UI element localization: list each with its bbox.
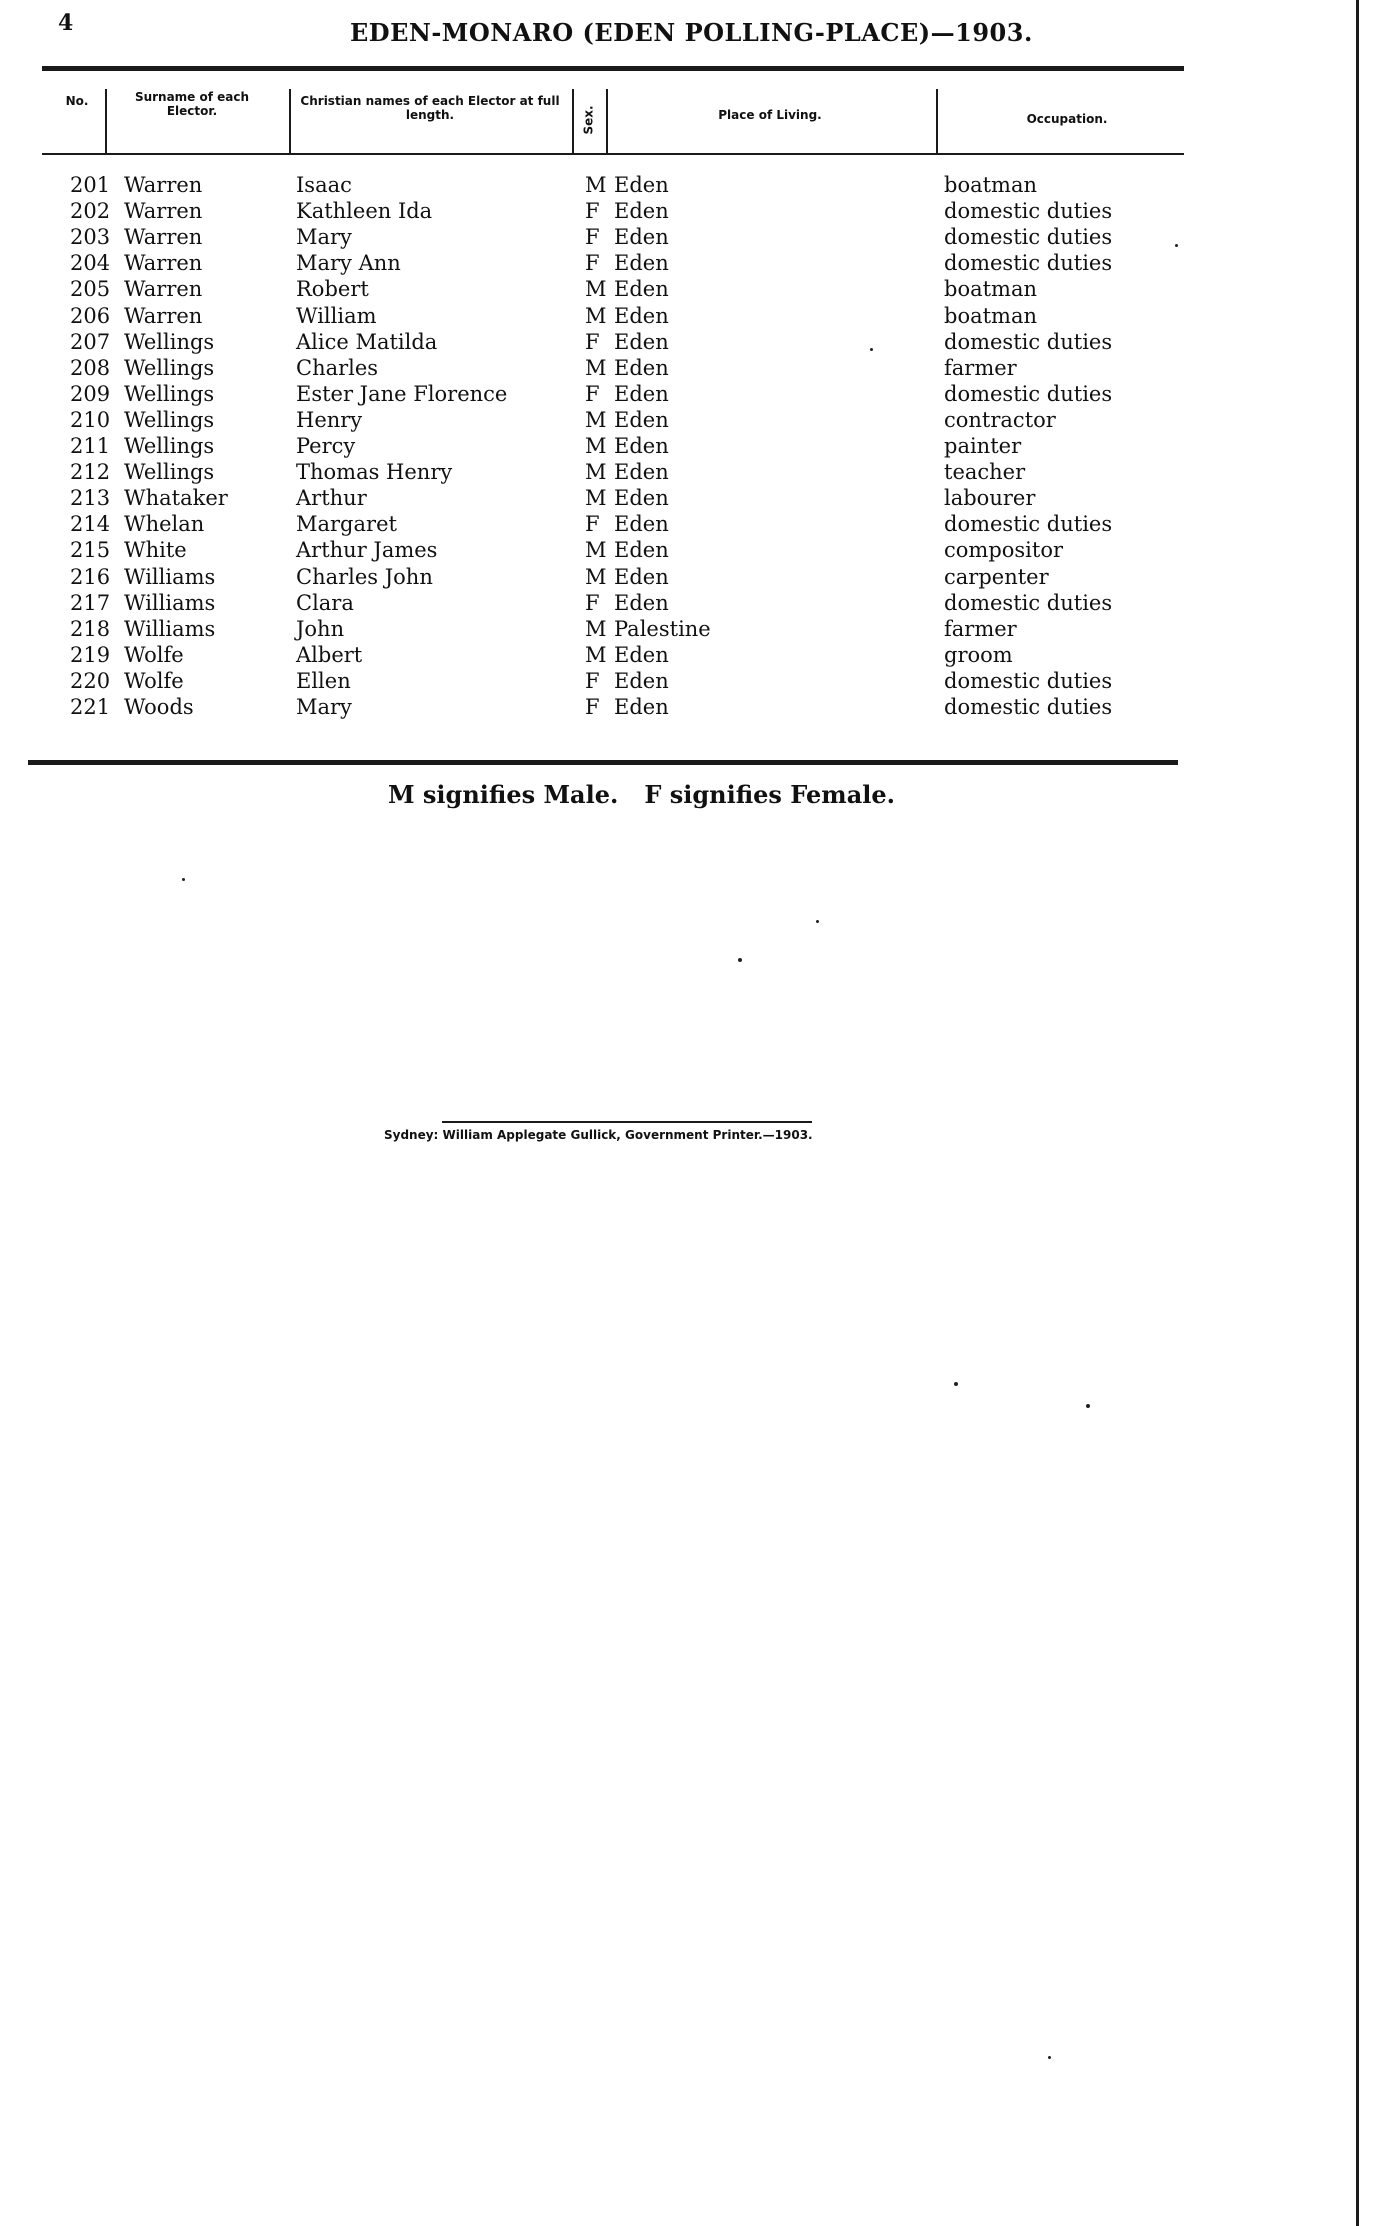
elector-christian-names: William <box>296 303 377 328</box>
elector-occupation: boatman <box>944 303 1038 328</box>
elector-number: 212 <box>70 460 111 485</box>
elector-surname: Williams <box>124 564 216 589</box>
printer-imprint: Sydney: William Applegate Gullick, Government Printer.—1903. <box>384 1128 813 1142</box>
column-header-no: No. <box>65 94 89 108</box>
column-header-sex <box>574 100 604 140</box>
elector-occupation: domestic duties <box>944 590 1113 615</box>
column-header-place-of-living: Place of Living. <box>718 108 822 122</box>
elector-number: 211 <box>70 434 111 458</box>
elector-surname: Williams <box>124 616 216 641</box>
elector-number: 213 <box>70 486 111 511</box>
elector-surname: Whataker <box>124 486 228 511</box>
elector-number: 209 <box>70 381 111 406</box>
elector-surname: Warren <box>124 173 203 197</box>
elector-place-of-living: Eden <box>614 460 669 485</box>
elector-surname: Wolfe <box>124 668 184 693</box>
imprint-rule <box>442 1121 812 1123</box>
elector-place-of-living: Eden <box>614 590 669 615</box>
elector-number: 207 <box>70 329 111 354</box>
elector-sex: F <box>585 199 600 224</box>
elector-number: 220 <box>70 668 111 693</box>
legend-male: M signifies Male. <box>388 780 619 809</box>
elector-sex: F <box>585 251 600 276</box>
elector-number: 206 <box>70 303 111 328</box>
elector-number: 208 <box>70 355 111 380</box>
elector-christian-names: Charles John <box>296 564 433 589</box>
elector-occupation: carpenter <box>944 564 1049 589</box>
elector-occupation: painter <box>944 434 1022 458</box>
elector-occupation: domestic duties <box>944 225 1113 250</box>
elector-sex: F <box>585 695 600 719</box>
elector-christian-names: Mary <box>296 695 352 719</box>
elector-occupation: farmer <box>944 355 1017 380</box>
table-row <box>0 172 1382 198</box>
elector-place-of-living: Eden <box>614 329 669 354</box>
elector-sex: F <box>585 225 600 250</box>
elector-surname: White <box>124 538 187 563</box>
elector-number: 219 <box>70 642 111 667</box>
elector-sex: M <box>585 277 607 302</box>
elector-sex: M <box>585 173 607 197</box>
table-bottom-rule <box>28 760 1178 765</box>
elector-place-of-living: Eden <box>614 225 669 250</box>
elector-number: 217 <box>70 590 111 615</box>
sex-legend <box>388 780 895 809</box>
elector-number: 203 <box>70 225 111 250</box>
elector-number: 218 <box>70 616 111 641</box>
elector-christian-names: Mary <box>296 225 352 250</box>
elector-christian-names: Ester Jane Florence <box>296 381 508 406</box>
elector-christian-names: Henry <box>296 407 363 432</box>
elector-sex: M <box>585 303 607 328</box>
table-row <box>0 459 1382 485</box>
elector-place-of-living: Eden <box>614 538 669 563</box>
column-header-christian-names: Christian names of each Elector at full length. <box>300 94 560 122</box>
elector-sex: M <box>585 434 607 458</box>
elector-christian-names: Albert <box>296 642 363 667</box>
elector-surname: Warren <box>124 225 203 250</box>
elector-surname: Wellings <box>124 329 215 354</box>
elector-surname: Whelan <box>124 512 205 537</box>
elector-occupation: boatman <box>944 173 1038 197</box>
elector-sex: M <box>585 407 607 432</box>
table-row <box>0 433 1382 459</box>
table-row <box>0 329 1382 355</box>
elector-sex: F <box>585 512 600 537</box>
elector-number: 221 <box>70 695 111 719</box>
elector-surname: Wellings <box>124 460 215 485</box>
elector-occupation: labourer <box>944 486 1036 511</box>
table-header-rule <box>42 153 1184 155</box>
elector-christian-names: Alice Matilda <box>296 329 438 354</box>
elector-occupation: farmer <box>944 616 1017 641</box>
print-speck <box>870 348 873 351</box>
elector-surname: Warren <box>124 303 203 328</box>
elector-christian-names: Arthur James <box>296 538 438 563</box>
table-row <box>0 303 1382 329</box>
print-speck <box>1175 244 1178 247</box>
elector-place-of-living: Eden <box>614 251 669 276</box>
elector-number: 205 <box>70 277 111 302</box>
elector-christian-names: John <box>296 616 345 641</box>
elector-christian-names: Clara <box>296 590 354 615</box>
elector-number: 215 <box>70 538 111 563</box>
elector-surname: Wellings <box>124 434 215 458</box>
column-divider <box>289 89 291 153</box>
elector-place-of-living: Eden <box>614 199 669 224</box>
elector-occupation: contractor <box>944 407 1056 432</box>
elector-surname: Warren <box>124 251 203 276</box>
print-speck <box>954 1382 958 1386</box>
print-speck <box>1048 2056 1051 2059</box>
elector-christian-names: Charles <box>296 355 379 380</box>
table-row <box>0 511 1382 537</box>
table-top-rule <box>42 66 1184 71</box>
elector-occupation: groom <box>944 642 1013 667</box>
table-row <box>0 616 1382 642</box>
elector-sex: M <box>585 564 607 589</box>
elector-sex: M <box>585 355 607 380</box>
column-divider <box>606 89 608 153</box>
elector-sex: M <box>585 486 607 511</box>
table-row <box>0 198 1382 224</box>
table-row <box>0 407 1382 433</box>
elector-place-of-living: Eden <box>614 355 669 380</box>
elector-christian-names: Isaac <box>296 173 352 197</box>
table-row <box>0 668 1382 694</box>
legend-female: F signifies Female. <box>644 780 895 809</box>
elector-christian-names: Robert <box>296 277 369 302</box>
elector-sex: M <box>585 616 607 641</box>
elector-sex: M <box>585 538 607 563</box>
elector-number: 202 <box>70 199 111 224</box>
elector-christian-names: Margaret <box>296 512 397 537</box>
elector-place-of-living: Eden <box>614 303 669 328</box>
elector-number: 201 <box>70 173 111 197</box>
print-speck <box>182 878 185 881</box>
elector-occupation: domestic duties <box>944 381 1113 406</box>
elector-place-of-living: Eden <box>614 277 669 302</box>
elector-christian-names: Percy <box>296 434 356 458</box>
table-row <box>0 537 1382 563</box>
elector-surname: Wellings <box>124 355 215 380</box>
elector-occupation: domestic duties <box>944 695 1113 719</box>
elector-sex: F <box>585 381 600 406</box>
elector-surname: Warren <box>124 277 203 302</box>
elector-christian-names: Arthur <box>296 486 367 511</box>
elector-occupation: domestic duties <box>944 329 1113 354</box>
column-header-surname: Surname of each Elector. <box>134 90 250 118</box>
column-header-occupation: Occupation. <box>1026 112 1108 126</box>
elector-place-of-living: Eden <box>614 695 669 719</box>
table-row <box>0 642 1382 668</box>
elector-place-of-living: Eden <box>614 486 669 511</box>
table-row <box>0 694 1382 720</box>
elector-surname: Williams <box>124 590 216 615</box>
table-row <box>0 485 1382 511</box>
elector-christian-names: Ellen <box>296 668 351 693</box>
page-title: EDEN-MONARO (EDEN POLLING-PLACE)—1903. <box>350 18 1033 47</box>
elector-surname: Wolfe <box>124 642 184 667</box>
elector-place-of-living: Eden <box>614 642 669 667</box>
elector-place-of-living: Eden <box>614 564 669 589</box>
elector-occupation: teacher <box>944 460 1026 485</box>
table-row <box>0 590 1382 616</box>
column-divider <box>105 89 107 153</box>
print-speck <box>816 920 819 923</box>
elector-occupation: boatman <box>944 277 1038 302</box>
elector-occupation: domestic duties <box>944 251 1113 276</box>
elector-place-of-living: Eden <box>614 434 669 458</box>
elector-surname: Wellings <box>124 407 215 432</box>
elector-surname: Wellings <box>124 381 215 406</box>
elector-place-of-living: Eden <box>614 668 669 693</box>
elector-place-of-living: Palestine <box>614 616 711 641</box>
page-number: 4 <box>58 10 74 36</box>
table-row <box>0 564 1382 590</box>
elector-number: 216 <box>70 564 111 589</box>
print-speck <box>738 958 742 962</box>
table-row <box>0 276 1382 302</box>
elector-place-of-living: Eden <box>614 512 669 537</box>
column-header-sex-label: Sex. <box>582 105 596 135</box>
elector-christian-names: Kathleen Ida <box>296 199 433 224</box>
elector-place-of-living: Eden <box>614 173 669 197</box>
elector-number: 210 <box>70 407 111 432</box>
elector-christian-names: Thomas Henry <box>296 460 453 485</box>
elector-occupation: domestic duties <box>944 512 1113 537</box>
elector-place-of-living: Eden <box>614 407 669 432</box>
elector-place-of-living: Eden <box>614 381 669 406</box>
elector-sex: M <box>585 460 607 485</box>
elector-number: 214 <box>70 512 111 537</box>
elector-surname: Warren <box>124 199 203 224</box>
elector-occupation: domestic duties <box>944 668 1113 693</box>
elector-christian-names: Mary Ann <box>296 251 401 276</box>
elector-sex: F <box>585 329 600 354</box>
elector-occupation: domestic duties <box>944 199 1113 224</box>
table-row <box>0 381 1382 407</box>
elector-surname: Woods <box>124 695 194 719</box>
elector-sex: F <box>585 590 600 615</box>
table-row <box>0 250 1382 276</box>
elector-occupation: compositor <box>944 538 1064 563</box>
table-row <box>0 355 1382 381</box>
elector-sex: F <box>585 668 600 693</box>
elector-sex: M <box>585 642 607 667</box>
column-divider <box>936 89 938 153</box>
print-speck <box>1086 1404 1090 1408</box>
elector-number: 204 <box>70 251 111 276</box>
